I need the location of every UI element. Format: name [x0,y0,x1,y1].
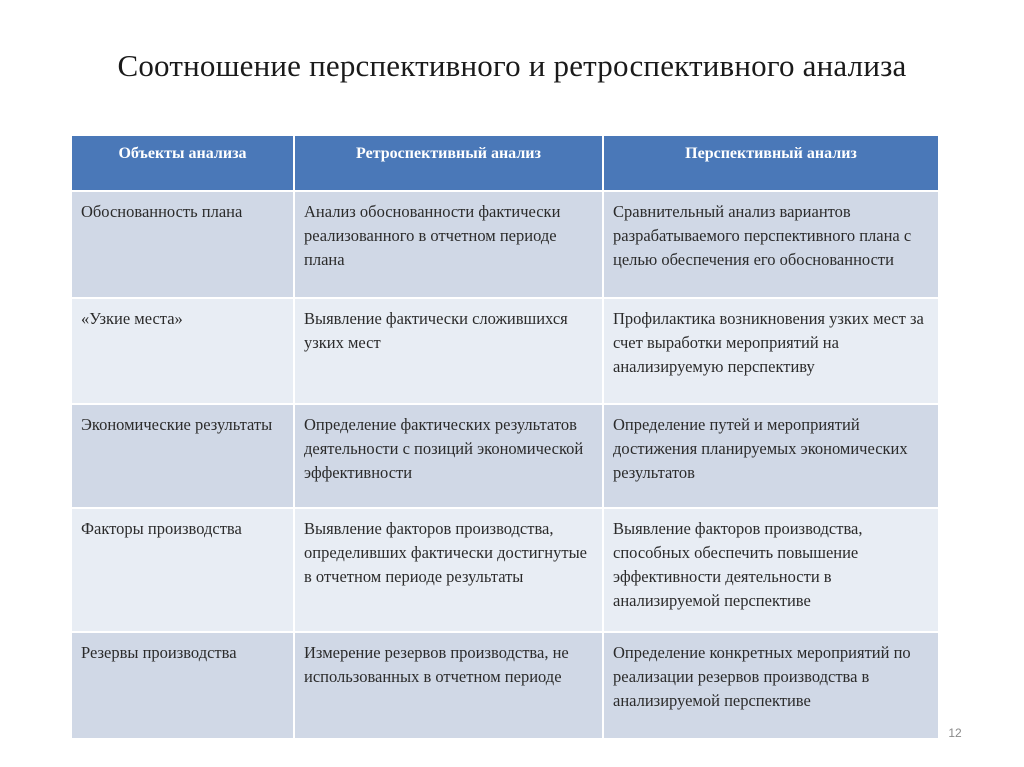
table-row [71,404,939,508]
object-cell: Резервы производства [71,632,294,739]
header-perspective: Перспективный анализ [603,135,939,191]
table-header-row [71,135,939,191]
perspective-cell: Профилактика возникновения узких мест за счет выработки мероприятий на анализируемую перспективу [603,298,939,404]
table-row [71,298,939,404]
retrospective-cell: Измерение резервов производства, не использованных в отчетном периоде [294,632,603,739]
retrospective-cell: Выявление фактически сложившихся узких мест [294,298,603,404]
header-objects: Объекты анализа [71,135,294,191]
perspective-cell: Сравнительный анализ вариантов разрабатываемого перспективного плана с целью обеспечения его обоснованности [603,191,939,298]
retrospective-cell: Выявление факторов производства, определивших фактически достигнутые в отчетном периоде результаты [294,508,603,632]
object-cell: Факторы производства [71,508,294,632]
page-number: 12 [948,726,962,740]
header-retrospective: Ретроспективный анализ [294,135,603,191]
perspective-cell: Выявление факторов производства, способных обеспечить повышение эффективности деятельности в анализируемой перспективе [603,508,939,632]
table-row [71,191,939,298]
object-cell: «Узкие места» [71,298,294,404]
table-row [71,632,939,739]
retrospective-cell: Определение фактических результатов деятельности с позиций экономической эффективности [294,404,603,508]
object-cell: Экономические результаты [71,404,294,508]
retrospective-cell: Анализ обоснованности фактически реализованного в отчетном периоде плана [294,191,603,298]
perspective-cell: Определение конкретных мероприятий по реализации резервов производства в анализируемой перспективе [603,632,939,739]
slide-title: Соотношение перспективного и ретроспективного анализа [117,48,907,83]
perspective-cell: Определение путей и мероприятий достижения планируемых экономических результатов [603,404,939,508]
table-row [71,508,939,632]
object-cell: Обоснованность плана [71,191,294,298]
comparison-table [70,134,940,740]
